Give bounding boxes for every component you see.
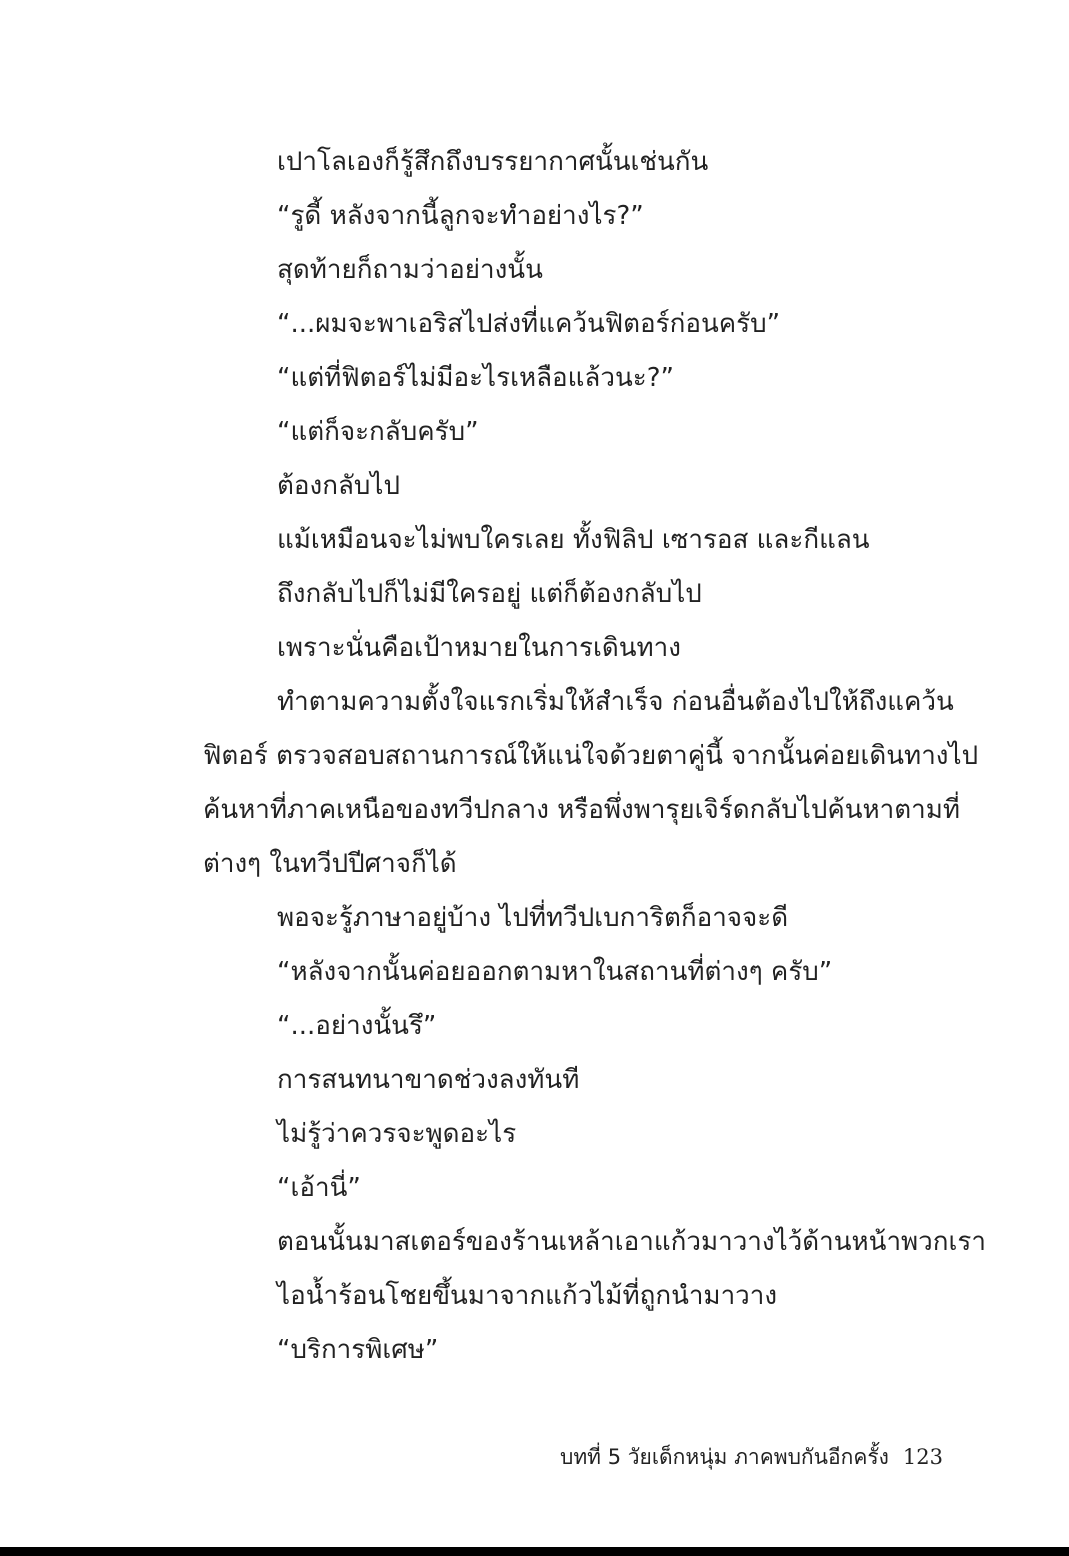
text-line: “...ผมจะพาเอริสไปส่งที่แคว้นฟิตอร์ก่อนครับ”	[277, 309, 781, 339]
text-line: ถึงกลับไปก็ไม่มีใครอยู่ แต่ก็ต้องกลับไป	[277, 579, 702, 609]
text-line: ไม่รู้ว่าควรจะพูดอะไร	[277, 1119, 517, 1149]
text-line: “เอ้านี่”	[277, 1173, 361, 1203]
text-line: เปาโลเองก็รู้สึกถึงบรรยากาศนั้นเช่นกัน	[277, 147, 709, 177]
text-line: ค้นหาที่ภาคเหนือของทวีปกลาง หรือพึ่งพารุยเจิร์ดกลับไปค้นหาตามที่	[203, 795, 961, 825]
text-line: “บริการพิเศษ”	[277, 1335, 439, 1365]
text-line: “แต่ก็จะกลับครับ”	[277, 417, 479, 447]
text-line: ต้องกลับไป	[277, 471, 400, 501]
text-line: “รูดี้ หลังจากนี้ลูกจะทำอย่างไร?”	[277, 201, 644, 231]
text-line: ทำตามความตั้งใจแรกเริ่มให้สำเร็จ ก่อนอื่นต้องไปให้ถึงแคว้น	[277, 687, 954, 717]
text-line: “แต่ที่ฟิตอร์ไม่มีอะไรเหลือแล้วนะ?”	[277, 363, 674, 393]
scan-edge-bar	[0, 1547, 1069, 1556]
text-line: สุดท้ายก็ถามว่าอย่างนั้น	[277, 255, 543, 285]
text-line: การสนทนาขาดช่วงลงทันที	[277, 1065, 580, 1095]
text-line: พอจะรู้ภาษาอยู่บ้าง ไปที่ทวีปเบการิตก็อาจจะดี	[277, 903, 789, 933]
chapter-title: บทที่ 5 วัยเด็กหนุ่ม ภาคพบกันอีกครั้ง	[560, 1445, 889, 1469]
text-line: “หลังจากนั้นค่อยออกตามหาในสถานที่ต่างๆ ครับ”	[277, 957, 833, 987]
text-line: “...อย่างนั้นรึ”	[277, 1011, 437, 1041]
text-line: แม้เหมือนจะไม่พบใครเลย ทั้งฟิลิป เซารอส และกีแลน	[277, 525, 870, 555]
text-line: เพราะนั่นคือเป้าหมายในการเดินทาง	[277, 633, 681, 663]
text-line: ฟิตอร์ ตรวจสอบสถานการณ์ให้แน่ใจด้วยตาคู่นี้ จากนั้นค่อยเดินทางไป	[203, 741, 979, 771]
page-footer	[560, 1440, 943, 1474]
text-line: ไอน้ำร้อนโชยขึ้นมาจากแก้วไม้ที่ถูกนำมาวาง	[277, 1281, 778, 1311]
text-line: ต่างๆ ในทวีปปีศาจก็ได้	[203, 849, 457, 879]
page-number: 123	[902, 1445, 943, 1469]
text-line: ตอนนั้นมาสเตอร์ของร้านเหล้าเอาแก้วมาวางไว้ด้านหน้าพวกเรา	[277, 1227, 986, 1257]
